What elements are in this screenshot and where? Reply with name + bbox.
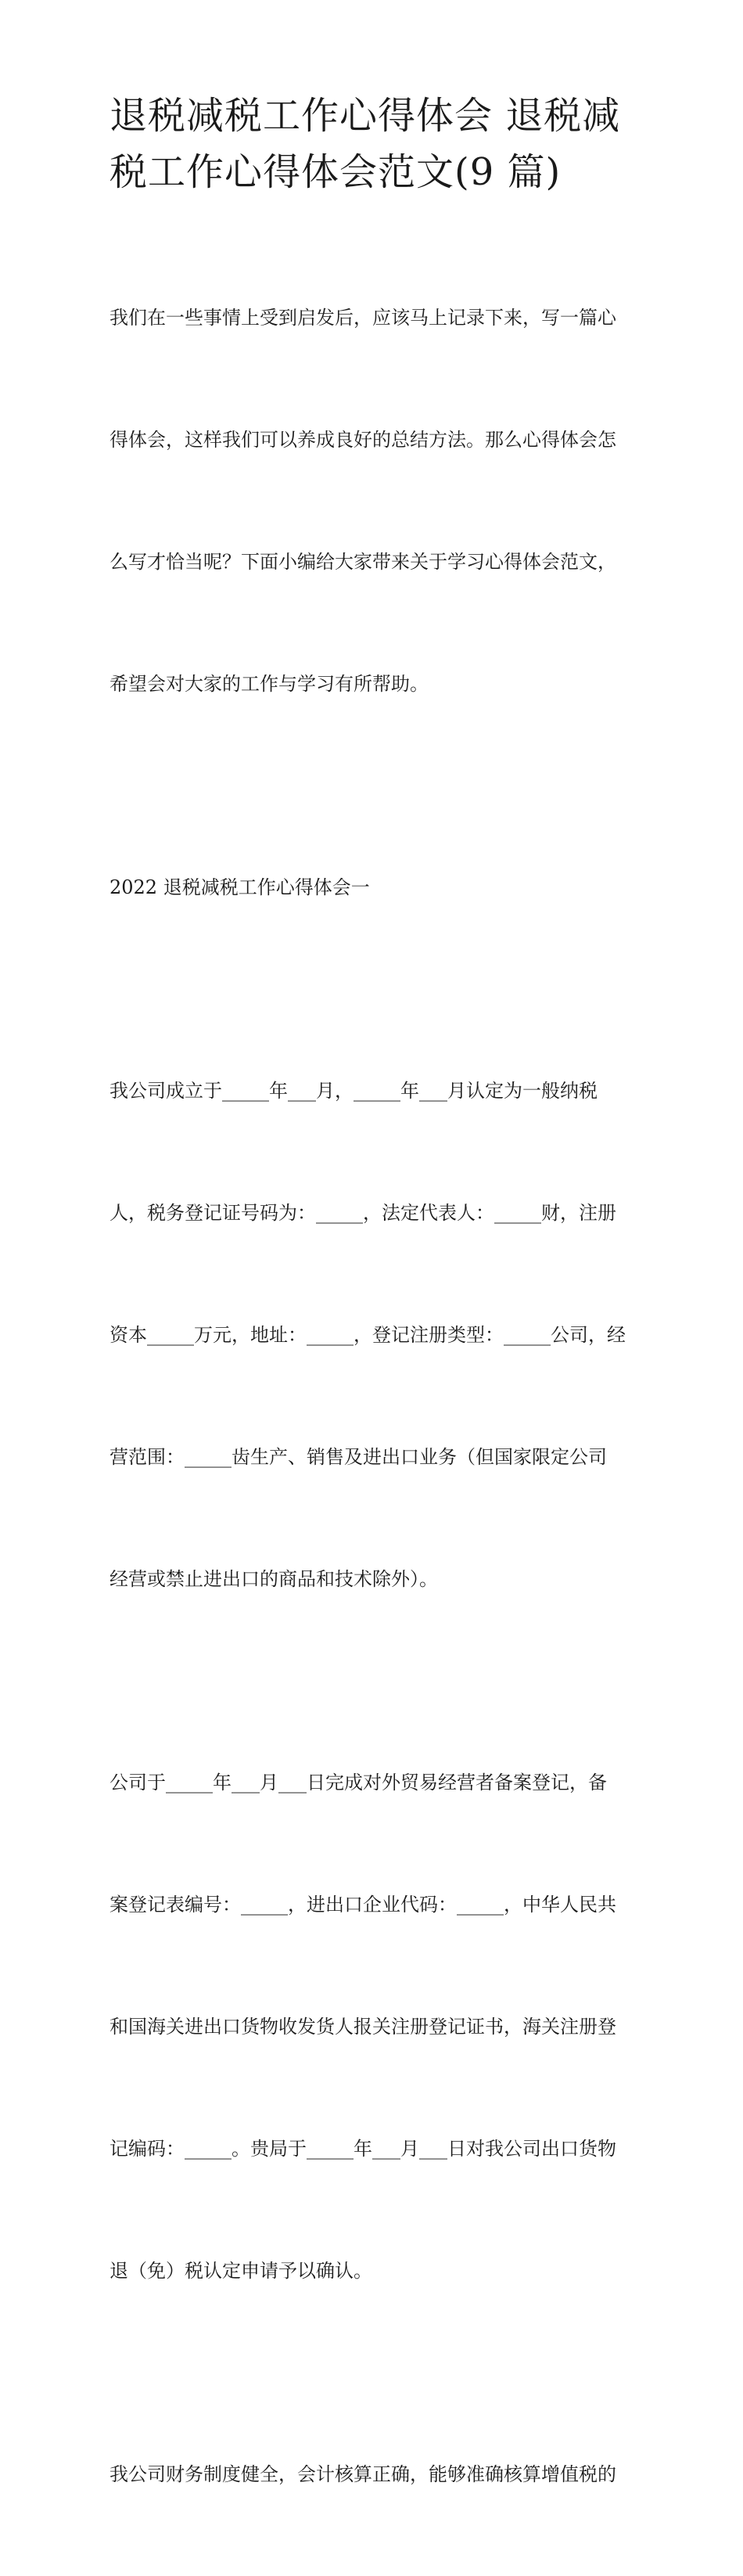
text-line: 我们在一些事情上受到启发后，应该马上记录下来，写一篇心 <box>109 307 616 329</box>
document-title <box>109 88 641 200</box>
text-line: 案登记表编号：_____，进出口企业代码：_____，中华人民共 <box>109 1894 616 1916</box>
company-info-paragraph <box>109 989 641 1681</box>
text-line: 得体会，这样我们可以养成良好的总结方法。那么心得体会怎 <box>109 429 616 451</box>
text-line: 我公司成立于_____年___月，_____年___月认定为一般纳税 <box>109 1080 598 1102</box>
text-line: 和国海关进出口货物收发货人报关注册登记证书，海关注册登 <box>109 2016 616 2038</box>
text-line: 我公司财务制度健全，会计核算正确，能够准确核算增值税的 <box>109 2463 616 2485</box>
text-line: 营范围：_____齿生产、销售及进出口业务（但国家限定公司 <box>109 1446 607 1468</box>
title-line: 退税减税工作心得体会 退税减 <box>109 94 621 138</box>
finance-paragraph <box>109 2373 641 2576</box>
text-line: 公司于_____年___月___日完成对外贸易经营者备案登记，备 <box>109 1772 607 1793</box>
text-line: 经营或禁止进出口的商品和技术除外）。 <box>109 1568 438 1590</box>
text-line: 资本_____万元，地址：_____，登记注册类型：_____公司，经 <box>109 1324 626 1346</box>
intro-paragraph <box>109 216 641 786</box>
registration-paragraph <box>109 1681 641 2373</box>
title-line: 税工作心得体会范文(9 篇) <box>109 150 562 194</box>
text-line: 人，税务登记证号码为：_____，法定代表人：_____财，注册 <box>109 1202 616 1224</box>
text-line: 记编码：_____。贵局于_____年___月___日对我公司出口货物 <box>109 2138 616 2160</box>
text-line: 退（免）税认定申请予以确认。 <box>109 2260 372 2282</box>
text-line: 2022 退税减税工作心得体会一 <box>109 876 370 898</box>
text-line: 希望会对大家的工作与学习有所帮助。 <box>109 673 429 695</box>
section-heading <box>109 786 641 989</box>
text-line: 么写才恰当呢？下面小编给大家带来关于学习心得体会范文， <box>109 551 616 573</box>
document-body <box>109 216 641 2576</box>
